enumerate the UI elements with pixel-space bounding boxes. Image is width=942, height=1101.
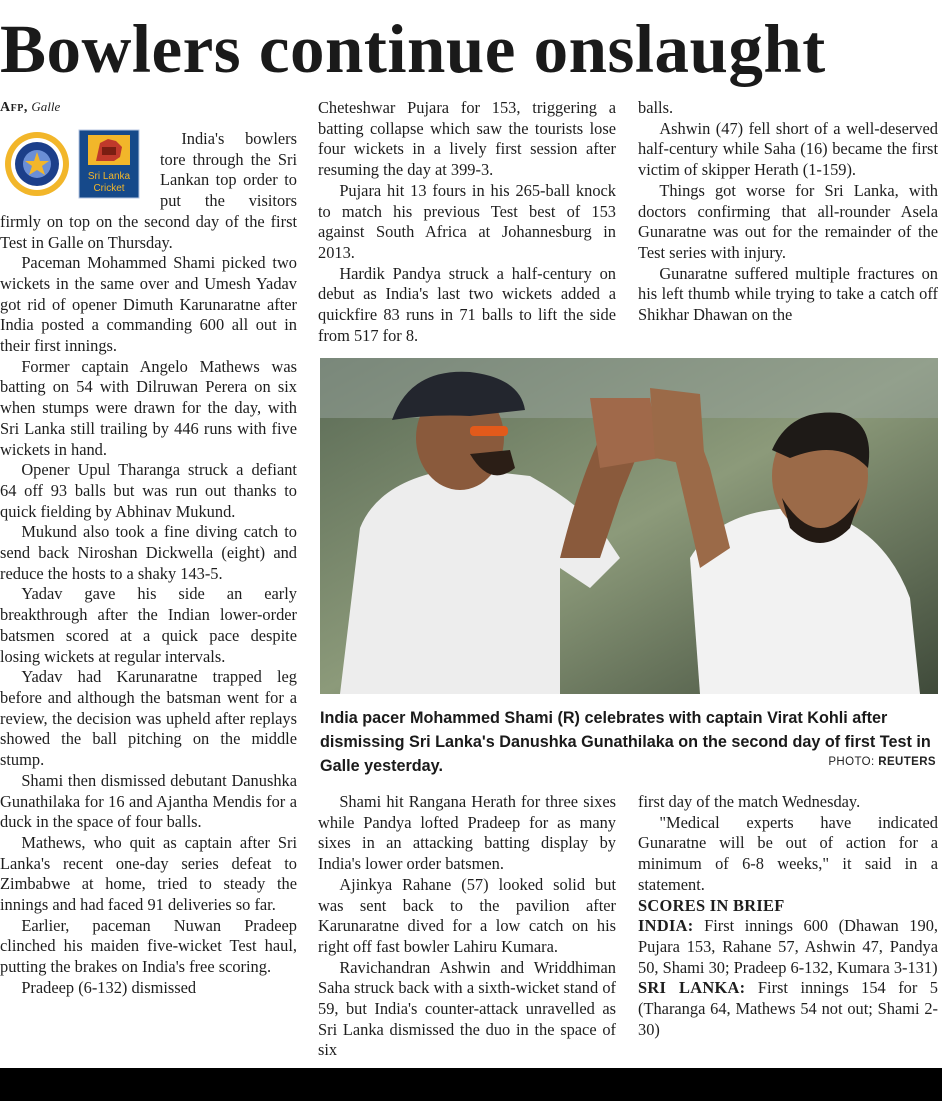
paragraph: Former captain Angelo Mathews was batting on 54 with Dilruwan Perera on six when stumps were drawn for the day, with Sri Lanka still trailing by 446 runs with five wickets in hand. xyxy=(0,356,297,459)
paragraph: "Medical experts have indicated Gunaratne will be out of action for a minimum of 6-8 weeks," it said in a statement. xyxy=(638,812,938,894)
paragraph: first day of the match Wednesday. xyxy=(638,792,861,811)
paragraph: Ashwin (47) fell short of a well-deserved half-century while Saha (16) became the first victim of skipper Herath (1-159). xyxy=(638,118,938,180)
article-column-2-top xyxy=(318,98,616,346)
paragraph: Pujara hit 13 fours in his 265-ball knock to match his previous Test best of 153 against South Africa at Johannesburg in 2013. xyxy=(318,180,616,262)
paragraph: Ravichandran Ashwin and Wriddhiman Saha struck back with a sixth-wicket stand of 59, but India's counter-attack unravelled as Sri Lanka dismissed the duo in the space of six xyxy=(318,957,616,1060)
high-five-photo-illustration xyxy=(320,358,938,694)
headline: Bowlers continue onslaught xyxy=(0,11,826,87)
paragraph: Hardik Pandya struck a half-century on debut as India's last two wickets added a quickfire 83 runs in 71 balls to lift the side from 517 for 8. xyxy=(318,263,616,345)
scores-sri-lanka xyxy=(638,978,938,1040)
bcci-logo xyxy=(4,131,70,197)
paragraph: Earlier, paceman Nuwan Pradeep clinched his maiden five-wicket Test haul, putting the brakes on India's free scoring. xyxy=(0,915,297,977)
scores-india xyxy=(638,916,938,978)
paragraph: Mukund also took a fine diving catch to send back Niroshan Dickwella (eight) and reduce the hosts to a shaky 143-5. xyxy=(0,522,297,583)
scores-india-text: First innings 600 (Dhawan 190, Pujara 153, Rahane 57, Ashwin 47, Pandya 50, Shami 30; Pradeep 6-132, Kumara 3-131) xyxy=(638,916,938,977)
scores-sl-text: First innings 154 for 5 (Tharanga 64, Mathews 54 not out; Shami 2-30) xyxy=(638,978,938,1039)
paragraph: Ajinkya Rahane (57) looked solid but was sent back to the pavilion after Karunaratne dived for a low catch on his right off fast bowler Lahiru Kumara. xyxy=(318,874,616,956)
photo-credit-label: PHOTO: xyxy=(828,756,875,768)
slc-logo-line-1: Sri Lanka xyxy=(87,171,131,182)
bottom-black-bar xyxy=(0,1068,942,1101)
article-column-2-bottom xyxy=(318,792,616,1061)
byline xyxy=(0,98,297,117)
paragraph: Paceman Mohammed Shami picked two wickets in the same over and Umesh Yadav got rid of opener Dimuth Karunaratne after India posted a commanding 600 all out in their first innings. xyxy=(0,253,297,356)
scores-heading: SCORES IN BRIEF xyxy=(638,895,785,915)
photo-caption: India pacer Mohammed Shami (R) celebrates with captain Virat Kohli after dismissing Sri Lanka's Danushka Gunathilaka on the second day of first Test in Galle yesterday. xyxy=(320,709,931,775)
article-column-3-bottom xyxy=(638,792,938,1040)
paragraph: Shami hit Rangana Herath for three sixes while Pandya lofted Pradeep for as many sixes in an attacking batting display by India's lower order batsmen. xyxy=(318,792,616,874)
sri-lanka-cricket-logo xyxy=(78,129,140,199)
byline-place: Galle xyxy=(31,99,61,114)
photo-credit xyxy=(828,756,936,768)
paragraph: balls. xyxy=(638,98,674,117)
scores-sl-label: SRI LANKA: xyxy=(638,978,746,998)
paragraph: Pradeep (6-132) dismissed xyxy=(21,977,197,997)
byline-agency: Afp, xyxy=(0,100,28,115)
news-photo xyxy=(320,358,938,694)
photo-credit-source: REUTERS xyxy=(878,756,936,768)
paragraph: India's bowlers tore through the Sri Lankan top order to put the visitors firmly on top on the second day of the first Test in Galle on Thursday. xyxy=(0,129,297,252)
paragraph: Opener Upul Tharanga struck a defiant 64 off 93 balls but was run out thanks to quick fielding by Abhinav Mukund. xyxy=(0,460,297,521)
paragraph: Yadav gave his side an early breakthrough after the Indian lower-order batsmen scored at a quick pace despite losing wickets at regular intervals. xyxy=(0,584,297,666)
logos xyxy=(0,129,156,201)
article-column-3-top xyxy=(638,98,938,326)
paragraph: Cheteshwar Pujara for 153, triggering a batting collapse which saw the tourists lose four wickets in a lively first session after resuming the day at 399-3. xyxy=(318,98,616,180)
paragraph: Shami then dismissed debutant Danushka Gunathilaka for 16 and Ajantha Mendis for a duck in the space of four balls. xyxy=(0,770,297,832)
paragraph: Gunaratne suffered multiple fractures on his left thumb while trying to take a catch off Shikhar Dhawan on the xyxy=(638,263,938,325)
slc-logo-line-2: Cricket xyxy=(93,183,125,194)
article-column-1 xyxy=(0,98,297,999)
paragraph: Yadav had Karunaratne trapped leg before and although the batsman went for a review, the decision was upheld after replays showed the ball pitching on the middle stump. xyxy=(0,667,297,770)
paragraph: Things got worse for Sri Lanka, with doctors confirming that all-rounder Asela Gunaratne was out for the remainder of the Test series with injury. xyxy=(638,180,938,262)
scores-india-label: INDIA: xyxy=(638,916,694,936)
paragraph: Mathews, who quit as captain after Sri Lanka's recent one-day series defeat to Zimbabwe at home, tried to steady the innings and had faced 91 deliveries so far. xyxy=(0,832,297,915)
